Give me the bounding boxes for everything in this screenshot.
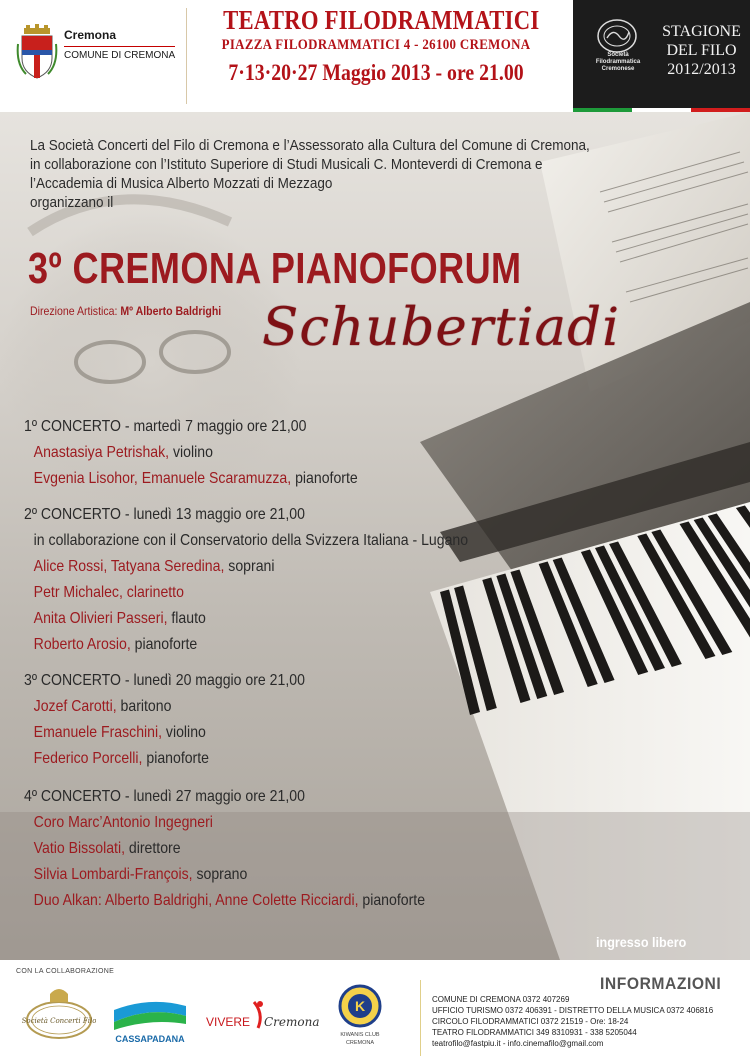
theatre-block bbox=[194, 4, 558, 88]
main-title: 3º CREMONA PIANOFORUM bbox=[28, 244, 522, 293]
performer-name: Emanuele Fraschini, bbox=[33, 724, 163, 741]
performer-name: Anita Olivieri Passeri, bbox=[33, 610, 168, 627]
concert-date: - lunedì 27 maggio ore 21,00 bbox=[120, 788, 305, 805]
header bbox=[0, 0, 750, 112]
subtitle-script: Schubertiadi bbox=[262, 298, 621, 358]
performer-role: baritono bbox=[116, 698, 172, 715]
societa-filodrammatica-logo-icon bbox=[583, 14, 651, 86]
performer-name: Petr Michalec, clarinetto bbox=[33, 584, 184, 601]
concert-number: 1º CONCERTO bbox=[24, 418, 121, 435]
info-line: teatrofilo@fastpiu.it - info.cinemafilo@gmail.com bbox=[432, 1039, 604, 1048]
performer-line bbox=[24, 862, 425, 888]
performer-name: Vatio Bissolati, bbox=[33, 840, 125, 857]
footer bbox=[0, 960, 750, 1060]
intro-text bbox=[30, 136, 590, 212]
direction-label: Direzione Artistica: bbox=[30, 304, 121, 318]
event-dates: 7·13·20·27 Maggio 2013 - ore 21.00 bbox=[228, 60, 524, 85]
concert-2 bbox=[24, 502, 468, 658]
performer-line bbox=[24, 836, 425, 862]
performer-name: Evgenia Lisohor, Emanuele Scaramuzza, bbox=[33, 470, 292, 487]
performer-name: Coro Marc’Antonio Ingegneri bbox=[33, 814, 213, 831]
header-divider bbox=[186, 8, 187, 104]
theatre-name: TEATRO FILODRAMMATICI bbox=[223, 5, 540, 35]
performer-name: Anastasiya Petrishak, bbox=[33, 444, 170, 461]
concert-date: - lunedì 20 maggio ore 21,00 bbox=[120, 672, 305, 689]
info-line: CIRCOLO FILODRAMMATICI 0372 21519 - Ore: 18-24 bbox=[432, 1017, 629, 1026]
performer-line bbox=[24, 694, 305, 720]
collaboration-note: in collaborazione con il Conservatorio della Svizzera Italiana - Lugano bbox=[33, 532, 469, 549]
svg-text:K: K bbox=[354, 998, 366, 1014]
performer-role: pianoforte bbox=[130, 636, 198, 653]
performer-line bbox=[24, 632, 468, 658]
performer-role: soprani bbox=[224, 558, 275, 575]
info-contacts bbox=[432, 994, 750, 1049]
theatre-address: PIAZZA FILODRAMMATICI 4 - 26100 CREMONA bbox=[221, 37, 531, 53]
collaboration-label: CON LA COLLABORAZIONE bbox=[16, 968, 115, 975]
performer-role: pianoforte bbox=[358, 892, 426, 909]
concert-number: 3º CONCERTO bbox=[24, 672, 121, 689]
intro-line: organizzano il bbox=[30, 194, 114, 211]
performer-role: direttore bbox=[124, 840, 181, 857]
sponsor-4-top: KIWANIS CLUB bbox=[340, 1032, 380, 1038]
performer-line bbox=[24, 554, 468, 580]
performer-line bbox=[24, 466, 358, 492]
info-title: INFORMAZIONI bbox=[600, 974, 722, 993]
info-line: TEATRO FILODRAMMATICI 349 8310931 - 338 5205044 bbox=[432, 1028, 637, 1037]
performer-line bbox=[24, 580, 468, 606]
performer-role: flauto bbox=[167, 610, 206, 627]
season-block bbox=[573, 0, 750, 108]
concert-3 bbox=[24, 668, 305, 772]
city-subtitle: COMUNE DI CREMONA bbox=[64, 46, 175, 61]
city-name: Cremona bbox=[64, 28, 117, 42]
sponsor-cassapadana bbox=[110, 992, 190, 1048]
performer-role: pianoforte bbox=[142, 750, 209, 767]
direction-name: Mº Alberto Baldrighi bbox=[120, 304, 222, 318]
performer-name: Duo Alkan: Alberto Baldrighi, Anne Colette Ricciardi, bbox=[33, 892, 359, 909]
performer-line bbox=[24, 720, 305, 746]
performer-name: Federico Porcelli, bbox=[33, 750, 143, 767]
performer-line bbox=[24, 810, 425, 836]
poster-body bbox=[0, 112, 750, 960]
sponsor-1-name: Società Concerti Filo bbox=[22, 1017, 96, 1025]
city-of-cremona-block bbox=[16, 24, 186, 84]
sponsor-vivere-cremona bbox=[204, 998, 320, 1038]
season-title-line-3: 2012/2013 bbox=[667, 61, 736, 78]
cassapadana-logo-icon bbox=[110, 992, 190, 1048]
cremona-crest-icon bbox=[16, 24, 58, 80]
intro-line: La Società Concerti del Filo di Cremona e l’Assessorato alla Cultura del Comune di Cremona, bbox=[30, 137, 590, 154]
performer-name: Alice Rossi, Tatyana Seredina, bbox=[33, 558, 225, 575]
season-title-line-1: STAGIONE bbox=[662, 23, 741, 40]
concert-heading bbox=[24, 784, 425, 810]
performer-name: Roberto Arosio, bbox=[33, 636, 131, 653]
performer-name: Silvia Lombardi-François, bbox=[33, 866, 193, 883]
performer-role: violino bbox=[169, 444, 213, 461]
footer-divider bbox=[420, 980, 421, 1056]
concert-number: 4º CONCERTO bbox=[24, 788, 121, 805]
vivere-cremona-logo-icon bbox=[204, 998, 320, 1038]
concert-heading bbox=[24, 668, 305, 694]
societa-concerti-logo-icon bbox=[22, 980, 96, 1048]
performer-line bbox=[24, 888, 425, 914]
concert-number: 2º CONCERTO bbox=[24, 506, 121, 523]
sponsor-societa-concerti bbox=[22, 980, 96, 1048]
intro-line: in collaborazione con l’Istituto Superiore di Studi Musicali C. Monteverdi di Cremona e bbox=[30, 156, 543, 173]
performer-line bbox=[24, 606, 468, 632]
info-line: COMUNE DI CREMONA 0372 407269 bbox=[432, 995, 570, 1004]
performer-line bbox=[24, 440, 358, 466]
performer-role: soprano bbox=[192, 866, 248, 883]
free-entry-label: ingresso libero bbox=[596, 934, 687, 950]
season-title bbox=[653, 22, 750, 79]
concert-date: - lunedì 13 maggio ore 21,00 bbox=[120, 506, 305, 523]
info-line: UFFICIO TURISMO 0372 406391 - DISTRETTO DELLA MUSICA 0372 406816 bbox=[432, 1006, 714, 1015]
concert-4 bbox=[24, 784, 425, 914]
artistic-direction bbox=[30, 304, 221, 318]
sponsor-4-bottom: CREMONA bbox=[345, 1040, 375, 1046]
concert-heading bbox=[24, 414, 358, 440]
sponsor-3-name-b: Cremona bbox=[264, 1015, 320, 1029]
performer-role: violino bbox=[162, 724, 206, 741]
concert-1 bbox=[24, 414, 358, 492]
concert-date: - martedì 7 maggio ore 21,00 bbox=[120, 418, 307, 435]
performer-line bbox=[24, 746, 305, 772]
sponsor-2-name: CASSAPADANA bbox=[115, 1034, 185, 1044]
performer-name: Jozef Carotti, bbox=[33, 698, 117, 715]
season-title-line-2: DEL FILO bbox=[666, 42, 737, 59]
kiwanis-logo-icon bbox=[330, 982, 390, 1052]
intro-line: l’Accademia di Musica Alberto Mozzati di Mezzago bbox=[30, 175, 333, 192]
concert-heading bbox=[24, 502, 468, 528]
sponsor-3-name-a: VIVERE bbox=[206, 1015, 251, 1029]
season-logo-text: Società Filodrammatica Cremonese bbox=[595, 52, 641, 72]
performer-role: pianoforte bbox=[291, 470, 358, 487]
sponsor-kiwanis bbox=[330, 982, 390, 1052]
